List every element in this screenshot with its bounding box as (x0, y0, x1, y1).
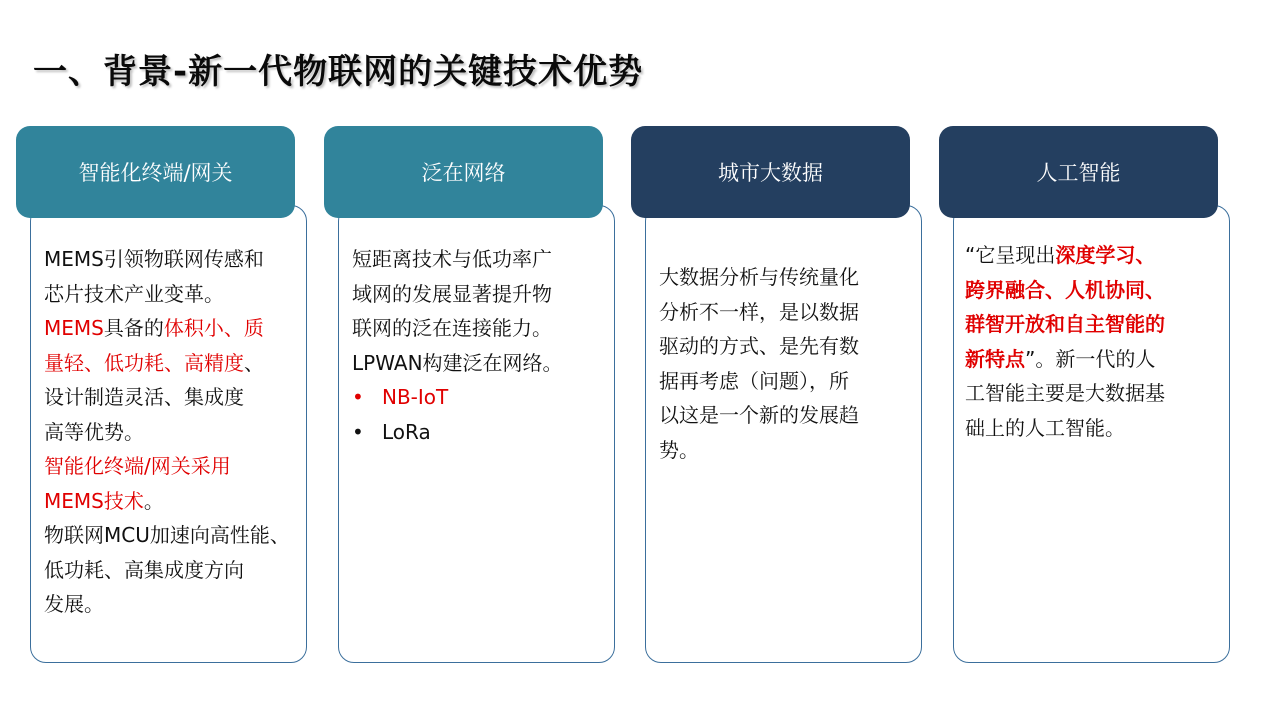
card-text (352, 242, 563, 449)
card-header: 城市大数据 (631, 126, 910, 218)
text-segment: 域网的发展显著提升物 (352, 281, 552, 306)
highlight-text: MEMS技术 (44, 488, 144, 513)
text-segment: 物联网MCU加速向高性能、 (44, 523, 290, 547)
page-title: 一、背景-新一代物联网的关键技术优势 (33, 52, 644, 92)
text-line (44, 346, 290, 381)
card-header: 泛在网络 (324, 126, 603, 218)
card-ai (939, 126, 1234, 666)
text-segment: 分析不一样，是以数据 (659, 299, 859, 324)
highlight-text: MEMS (44, 316, 104, 340)
text-segment: 大数据分析与传统量化 (659, 265, 859, 289)
text-line (659, 433, 859, 468)
text-line (44, 415, 290, 450)
text-line (965, 238, 1165, 273)
text-line (352, 346, 563, 381)
text-line (352, 311, 563, 346)
text-segment: 。 (143, 488, 164, 513)
card-smart-terminal (16, 126, 311, 666)
card-paragraph (352, 242, 563, 380)
bullet-text: LoRa (382, 419, 431, 444)
highlight-text: 智能化终端/网关采用 (44, 454, 231, 478)
text-line (352, 242, 563, 277)
text-line (44, 449, 290, 484)
bullet-item (352, 415, 563, 450)
text-line (965, 376, 1165, 411)
card-text (965, 238, 1165, 445)
bullet-dot-icon: • (352, 385, 364, 409)
text-segment: 工智能主要是大数据基 (965, 381, 1165, 405)
text-segment: 发展。 (44, 592, 104, 616)
text-line (44, 484, 290, 519)
text-segment: 高等优势。 (44, 419, 144, 444)
text-segment: 、 (244, 350, 264, 375)
text-segment: LPWAN构建泛在网络。 (352, 350, 563, 375)
highlight-text: 新特点 (965, 346, 1025, 371)
text-segment: 础上的人工智能。 (965, 415, 1125, 440)
card-city-big-data (631, 126, 926, 666)
text-segment: 以这是一个新的发展趋 (659, 403, 859, 427)
card-header: 智能化终端/网关 (16, 126, 295, 218)
text-line (965, 273, 1165, 308)
bullet-dot-icon: • (352, 419, 364, 444)
text-line (44, 587, 290, 622)
text-line (659, 364, 859, 399)
text-segment: 驱动的方式、是先有数 (659, 334, 859, 358)
text-segment: 设计制造灵活、集成度 (44, 385, 244, 409)
text-line (352, 277, 563, 312)
text-segment: 低功耗、高集成度方向 (44, 557, 244, 582)
highlight-text: 跨界融合、人机协同、 (965, 277, 1165, 302)
text-segment: 短距离技术与低功率广 (352, 247, 552, 271)
text-line (44, 380, 290, 415)
text-line (659, 260, 859, 295)
bullet-item (352, 380, 563, 415)
text-line (965, 342, 1165, 377)
text-segment: ”。新一代的人 (1025, 346, 1156, 371)
text-line (965, 411, 1165, 446)
text-line (659, 329, 859, 364)
text-segment: MEMS引领物联网传感和 (44, 247, 264, 271)
card-text (659, 260, 859, 467)
text-line (44, 311, 290, 346)
text-segment: 芯片技术产业变革。 (44, 281, 224, 306)
card-header: 人工智能 (939, 126, 1218, 218)
highlight-text: 量轻、低功耗、高精度 (44, 350, 244, 375)
text-line (965, 307, 1165, 342)
text-segment: 联网的泛在连接能力。 (352, 316, 552, 340)
text-line (44, 553, 290, 588)
text-line (44, 518, 290, 553)
text-line (44, 242, 290, 277)
text-line (44, 277, 290, 312)
text-segment: 势。 (659, 437, 699, 462)
highlight-text: 深度学习、 (1055, 243, 1156, 267)
highlight-text: 群智开放和自主智能的 (965, 312, 1165, 336)
bullet-text: NB-IoT (382, 385, 449, 409)
text-line (659, 295, 859, 330)
highlight-text: 体积小、质 (163, 316, 264, 340)
card-text (44, 242, 290, 622)
text-line (659, 398, 859, 433)
text-segment: “它呈现出 (965, 243, 1056, 267)
text-segment: 据再考虑（问题），所 (659, 368, 849, 393)
text-segment: 具备的 (103, 316, 164, 340)
card-ubiquitous-network (324, 126, 619, 666)
